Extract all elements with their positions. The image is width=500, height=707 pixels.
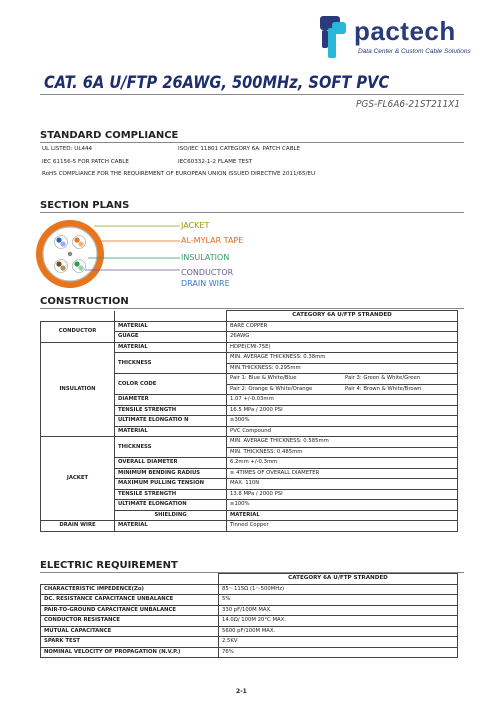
group-shielding: SHIELDING — [115, 510, 227, 521]
std-ul: UL LISTED: UL444 — [42, 146, 93, 152]
pair-orange — [73, 236, 86, 249]
cell-label: MUTUAL CAPACITANCE — [41, 626, 219, 637]
pair4-text: Pair 4: Brown & White/Brown — [345, 385, 422, 392]
electric-header: CATEGORY 6A U/FTP STRANDED — [219, 574, 458, 585]
cell-value: 26AWG — [227, 332, 458, 343]
table-row — [41, 647, 458, 658]
std-iec61156: IEC 61156-5 FOR PATCH CABLE — [42, 159, 129, 165]
table-row — [41, 521, 458, 532]
cell-value: ≥300% — [227, 416, 458, 427]
cell-value: MIN.THICKNESS: 0.295mm — [227, 363, 458, 374]
part-number: PGS-FL6A6-21ST211X1 — [356, 99, 461, 110]
cell-value: 16.5 MPa / 2000 PSI — [227, 405, 458, 416]
cell-label: ULTIMATE ELONGATION — [115, 500, 227, 511]
label-drain-wire: DRAIN WIRE — [181, 279, 230, 288]
electric-table — [40, 573, 458, 658]
cell-label: TENSILE STRENGTH — [115, 489, 227, 500]
cell-label: ULTIMATE ELONGATIO N — [115, 416, 227, 427]
cell-value: HDPE(CMI-75E) — [227, 342, 458, 353]
group-insulation: INSULATION — [41, 342, 115, 437]
cell-label: THICKNESS — [115, 353, 227, 374]
table-row — [41, 605, 458, 616]
cell-value: ≥ 4TIMES OF OVERALL DIAMETER — [227, 468, 458, 479]
pair1-text: Pair 1: Blue & White/Blue — [230, 375, 297, 382]
cell-value: MIN. AVERAGE THICKNESS: 0.38mm — [227, 353, 458, 364]
cell-label: MINIMUM BENDING RADIUS — [115, 468, 227, 479]
drain-wire — [68, 252, 72, 256]
cell-value: 5% — [219, 595, 458, 606]
table-row — [41, 626, 458, 637]
std-rohs: RoHS COMPLIANCE FOR THE REQUIREMENT OF EUROPEAN UNION ISSUED DIRECTIVE 2011/65/EU — [42, 171, 316, 177]
cell-value: 2.5KV — [219, 637, 458, 648]
construction-heading: CONSTRUCTION — [40, 296, 129, 307]
cell-label: NOMINAL VELOCITY OF PROPAGATION (N.V.P.) — [41, 647, 219, 658]
cell-value: MAX. 110N — [227, 479, 458, 490]
label-conductor: CONDUCTOR — [181, 268, 234, 277]
logo-wordmark: pactech — [354, 16, 456, 46]
section-divider — [40, 142, 464, 143]
cell-label: COLOR CODE — [115, 374, 227, 395]
group-jacket: JACKET — [41, 437, 115, 521]
page-number: 2-1 — [236, 688, 247, 695]
construction-table — [40, 310, 458, 532]
cell-label: OVERALL DIAMETER — [115, 458, 227, 469]
group-drain-wire: DRAIN WIRE — [41, 521, 115, 532]
table-row — [41, 595, 458, 606]
std-iec60332: IEC60332-1-2 FLAME TEST — [178, 159, 253, 165]
cell-value: 1.07 +/-0.03mm — [227, 395, 458, 406]
standard-compliance-heading: STANDARD COMPLIANCE — [40, 130, 179, 141]
section-divider — [40, 308, 464, 309]
construction-header: CATEGORY 6A U/FTP STRANDED — [227, 311, 458, 322]
cell-label: PAIR-TO-GROUND CAPACITANCE UNBALANCE — [41, 605, 219, 616]
cell-label: GUAGE — [115, 332, 227, 343]
table-row — [41, 311, 458, 322]
cell-label: MATERIAL — [115, 521, 227, 532]
table-row — [41, 584, 458, 595]
cell-value: MIN. THICKNESS: 0.485mm — [227, 447, 458, 458]
cell-value: 6.2mm +/-0.3mm — [227, 458, 458, 469]
section-plans-heading: SECTION PLANS — [40, 200, 130, 211]
cell-label: CHARACTERISTIC IMPEDENCE(Zo) — [41, 584, 219, 595]
table-row — [41, 637, 458, 648]
label-mylar: AL-MYLAR TAPE — [181, 236, 244, 245]
pair-blue — [55, 236, 68, 249]
cell-label: DIAMETER — [115, 395, 227, 406]
group-conductor: CONDUCTOR — [41, 321, 115, 342]
cell-label: MATERIAL — [227, 510, 458, 521]
cell-value: BARE COPPER — [227, 321, 458, 332]
cell-label: SPARK TEST — [41, 637, 219, 648]
electric-requirement-heading: ELECTRIC REQUIREMENT — [40, 560, 178, 571]
page-title: CAT. 6A U/FTP 26AWG, 500MHz, SOFT PVC — [44, 73, 390, 93]
cell-value: 85～115Ω (1～500MHz) — [219, 584, 458, 595]
logo-tagline: Data Center & Custom Cable Solutions — [358, 48, 471, 55]
cell-label: CONDUCTOR RESISTANCE — [41, 616, 219, 627]
std-iso: ISO/IEC 11801 CATEGORY 6A: PATCH CABLE — [178, 146, 301, 152]
pactech-logo-icon — [318, 14, 350, 60]
cell-label: TENSILE STRENGTH — [115, 405, 227, 416]
cell-value: 330 pF/100M MAX. — [219, 605, 458, 616]
cell-label: MATERIAL — [115, 426, 227, 437]
title-divider — [40, 94, 464, 95]
cell-label: MATERIAL — [115, 342, 227, 353]
cell-label: MATERIAL — [115, 321, 227, 332]
table-row — [41, 616, 458, 627]
cell-label: THICKNESS — [115, 437, 227, 458]
section-divider — [40, 212, 464, 213]
pair-brown — [55, 260, 68, 273]
pair2-text: Pair 2: Orange & White/Orange — [230, 385, 313, 392]
cell-value: MIN. AVERAGE THICKNESS: 0.585mm — [227, 437, 458, 448]
table-row — [41, 437, 458, 448]
cell-label: MAXIMUM PULLING TENSION — [115, 479, 227, 490]
cell-value: 5600 pF/100M MAX. — [219, 626, 458, 637]
cell-value: PVC Compound — [227, 426, 458, 437]
label-insulation: INSULATION — [181, 253, 230, 262]
pair-green — [73, 260, 86, 273]
table-row — [41, 574, 458, 585]
table-row — [41, 321, 458, 332]
pair3-text: Pair 3: Green & White/Green — [345, 375, 421, 382]
cell-value: 76% — [219, 647, 458, 658]
cell-value: ≥100% — [227, 500, 458, 511]
cell-value: 14.0Ω/ 100M 20°C MAX. — [219, 616, 458, 627]
cell-value: Tinned Copper — [227, 521, 458, 532]
cell-label: DC. RESISTANCE CAPACITANCE UNBALANCE — [41, 595, 219, 606]
label-jacket: JACKET — [181, 221, 210, 230]
cell-value: 13.8 MPa / 2000 PSI — [227, 489, 458, 500]
table-row — [41, 342, 458, 353]
